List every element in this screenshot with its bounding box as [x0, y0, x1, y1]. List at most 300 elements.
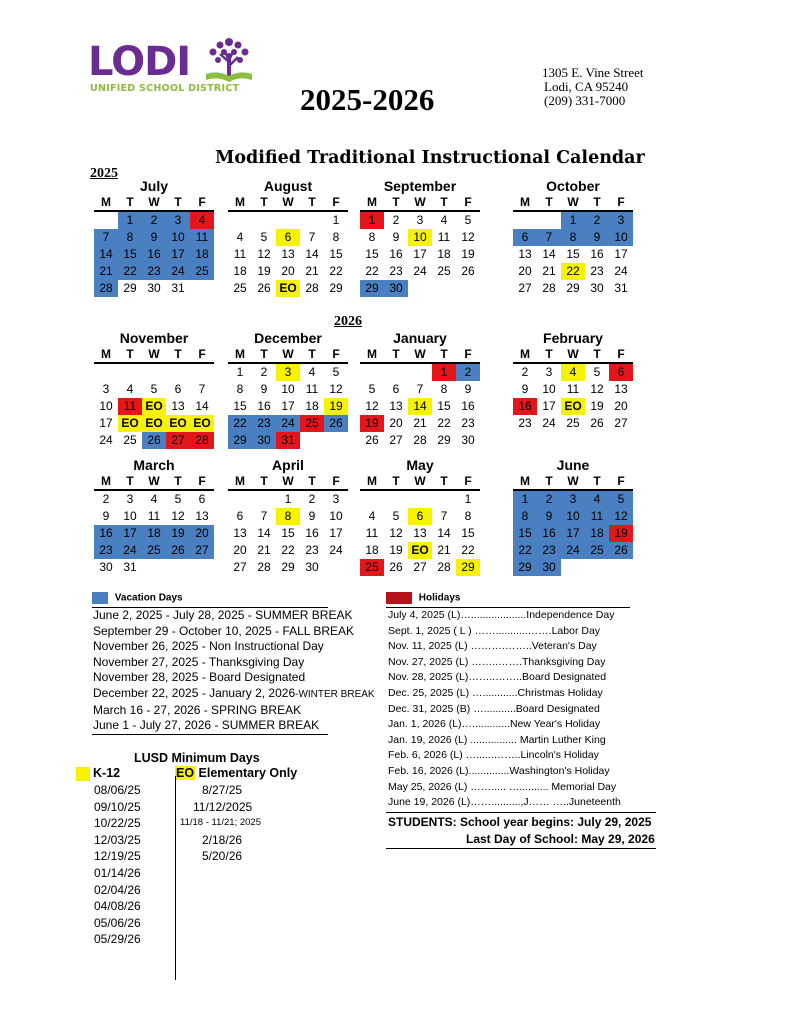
empty-cell — [324, 432, 348, 449]
day-cell: 7 — [308, 230, 316, 244]
weekday-header: F — [456, 195, 480, 212]
day-cell: 11 — [118, 398, 142, 415]
day-cell: 14 — [408, 398, 432, 415]
day-cell: 25 — [566, 416, 580, 430]
month-name: May — [406, 457, 434, 473]
empty-cell — [142, 559, 166, 576]
day-cell: 9 — [102, 509, 110, 523]
weekday-header: T — [384, 195, 408, 212]
day-cell: 26 — [609, 542, 633, 559]
day-cell: 28 — [437, 560, 451, 574]
day-cell: 11 — [305, 382, 319, 396]
day-cell: 29 — [228, 432, 252, 449]
day-cell: 18 — [437, 247, 451, 261]
day-cell: 2 — [260, 365, 268, 379]
day-cell: 21 — [94, 263, 118, 280]
day-cell: 18 — [190, 246, 214, 263]
weekday-header: T — [432, 474, 456, 491]
day-cell: 14 — [437, 526, 451, 540]
day-cell: 30 — [590, 281, 604, 295]
day-cell: 20 — [233, 543, 247, 557]
month-day-grid — [94, 347, 214, 449]
day-cell: 29 — [513, 559, 537, 576]
day-cell: 3 — [276, 364, 300, 381]
k12-label: K-12 — [93, 766, 121, 780]
day-cell: 30 — [252, 432, 276, 449]
day-cell: 11 — [585, 508, 609, 525]
month-august — [220, 178, 356, 297]
elementary-only-day: EO — [142, 415, 166, 432]
empty-cell — [360, 364, 384, 381]
calendar-title: Modified Traditional Instructional Calendar — [215, 148, 645, 168]
day-cell: 17 — [166, 246, 190, 263]
day-cell: 8 — [118, 229, 142, 246]
day-cell: 23 — [94, 542, 118, 559]
day-cell: 23 — [305, 543, 319, 557]
day-cell: 20 — [281, 264, 295, 278]
day-cell: 26 — [257, 281, 271, 295]
weekday-header: F — [456, 474, 480, 491]
day-cell: 25 — [437, 264, 451, 278]
day-cell: 2 — [521, 365, 529, 379]
weekday-header: W — [561, 195, 585, 212]
weekday-header: T — [432, 347, 456, 364]
weekday-header: M — [360, 474, 384, 491]
elementary-only-day: EO — [276, 280, 300, 297]
vacation-item-text: December 22, 2025 - January 2, 2026 — [93, 685, 296, 700]
empty-cell — [513, 212, 537, 229]
holiday-swatch — [386, 592, 412, 604]
month-day-grid — [360, 474, 480, 576]
weekday-header: T — [166, 474, 190, 491]
month-day-grid — [94, 474, 214, 576]
weekday-header: F — [609, 347, 633, 364]
day-cell: 15 — [329, 247, 343, 261]
day-cell: 20 — [518, 264, 532, 278]
holiday-legend-heading — [386, 592, 460, 604]
elementary-only-day: EO — [142, 398, 166, 415]
day-cell: 26 — [461, 264, 475, 278]
day-cell: 16 — [537, 525, 561, 542]
day-cell: 26 — [324, 415, 348, 432]
day-cell: 12 — [257, 247, 271, 261]
holiday-item: Dec. 31, 2025 (B) …...........Board Designated — [388, 702, 600, 715]
weekday-header: W — [561, 347, 585, 364]
logo-wordmark: LODI — [88, 39, 191, 85]
day-cell: 3 — [561, 491, 585, 508]
divider — [386, 812, 656, 813]
weekday-header: T — [384, 474, 408, 491]
day-cell: 11 — [365, 526, 379, 540]
day-cell: 19 — [166, 525, 190, 542]
empty-cell — [228, 212, 252, 229]
day-cell: 2 — [456, 364, 480, 381]
day-cell: 4 — [561, 364, 585, 381]
holiday-item: July 4, 2025 (L)…...................Independence Day — [388, 609, 615, 621]
empty-cell — [585, 432, 609, 449]
day-cell: 29 — [329, 281, 343, 295]
day-cell: 15 — [461, 526, 475, 540]
day-cell: 10 — [561, 508, 585, 525]
empty-cell — [276, 212, 300, 229]
day-cell: 2 — [308, 492, 316, 506]
day-cell: 10 — [99, 399, 113, 413]
day-cell: 30 — [384, 280, 408, 297]
weekday-header: M — [228, 195, 252, 212]
day-cell: 29 — [437, 433, 451, 447]
empty-cell — [324, 559, 348, 576]
day-cell: 11 — [437, 230, 451, 244]
weekday-header: M — [94, 347, 118, 364]
day-cell: 28 — [542, 281, 556, 295]
day-cell: 6 — [408, 508, 432, 525]
day-cell: 3 — [166, 212, 190, 229]
day-cell: 13 — [389, 399, 403, 413]
tree-book-icon — [198, 36, 260, 86]
day-cell: 8 — [332, 230, 340, 244]
eo-header — [175, 766, 297, 780]
day-cell: 19 — [609, 525, 633, 542]
day-cell: 17 — [329, 526, 343, 540]
day-cell: 10 — [166, 229, 190, 246]
elementary-only-day: EO — [408, 542, 432, 559]
day-cell: 8 — [513, 508, 537, 525]
day-cell: 24 — [99, 433, 113, 447]
day-cell: 9 — [392, 230, 400, 244]
day-cell: 17 — [413, 247, 427, 261]
month-name: July — [139, 178, 168, 194]
day-cell: 10 — [329, 509, 343, 523]
divider — [92, 734, 328, 735]
holiday-item: Feb. 6, 2026 (L) …......……..Lincoln's Holiday — [388, 749, 599, 762]
day-cell: 14 — [94, 246, 118, 263]
elementary-only-day: EO — [190, 415, 214, 432]
day-cell: 9 — [308, 509, 316, 523]
elementary-only-day: EO — [118, 415, 142, 432]
weekday-header: M — [513, 347, 537, 364]
day-cell: 14 — [542, 247, 556, 261]
weekday-header: W — [276, 347, 300, 364]
empty-cell — [94, 364, 118, 381]
weekday-header: W — [408, 347, 432, 364]
day-cell: 15 — [365, 247, 379, 261]
month-day-grid — [94, 195, 214, 297]
empty-cell — [609, 432, 633, 449]
day-cell: 16 — [590, 247, 604, 261]
day-cell: 1 — [432, 364, 456, 381]
day-cell: 21 — [437, 543, 451, 557]
day-cell: 5 — [174, 492, 182, 506]
weekday-header: T — [252, 347, 276, 364]
elementary-only-day: EO — [166, 415, 190, 432]
day-cell: 6 — [392, 382, 400, 396]
weekday-header: T — [118, 347, 142, 364]
day-cell: 9 — [585, 229, 609, 246]
day-cell: 6 — [513, 229, 537, 246]
day-cell: 12 — [461, 230, 475, 244]
day-cell: 2 — [142, 212, 166, 229]
eo-date: 8/27/25 — [202, 783, 243, 797]
day-cell: 28 — [413, 433, 427, 447]
empty-cell — [360, 491, 384, 508]
empty-cell — [384, 364, 408, 381]
day-cell: 1 — [360, 212, 384, 229]
day-cell: 24 — [413, 264, 427, 278]
day-cell: 26 — [365, 433, 379, 447]
day-cell: 13 — [518, 247, 532, 261]
month-december — [220, 330, 356, 449]
eo-date: 2/18/26 — [202, 832, 243, 847]
empty-cell — [585, 559, 609, 576]
month-june — [505, 457, 641, 576]
weekday-header: M — [228, 474, 252, 491]
day-cell: 12 — [365, 399, 379, 413]
eo-date: 11/18 - 11/21; 2025 — [180, 817, 261, 829]
day-cell: 5 — [150, 382, 158, 396]
minimum-day-swatch — [76, 767, 90, 781]
day-cell: 15 — [233, 399, 247, 413]
day-cell: 13 — [233, 526, 247, 540]
day-cell: 29 — [123, 281, 137, 295]
day-cell: 18 — [233, 264, 247, 278]
day-cell: 24 — [329, 543, 343, 557]
empty-cell — [561, 432, 585, 449]
empty-cell — [300, 212, 324, 229]
weekday-header: F — [609, 195, 633, 212]
day-cell: 10 — [281, 382, 295, 396]
day-cell: 19 — [461, 247, 475, 261]
month-day-grid — [513, 195, 633, 297]
day-cell: 22 — [437, 416, 451, 430]
day-cell: 8 — [464, 509, 472, 523]
k12-date: 04/08/26 — [94, 899, 141, 914]
vacation-item: March 16 - 27, 2026 - SPRING BREAK — [93, 702, 302, 717]
day-cell: 11 — [233, 247, 247, 261]
vacation-item: November 27, 2025 - Thanksgiving Day — [93, 654, 305, 669]
day-cell: 25 — [142, 542, 166, 559]
day-cell: 21 — [257, 543, 271, 557]
day-cell: 23 — [252, 415, 276, 432]
empty-cell — [118, 364, 142, 381]
day-cell: 19 — [590, 399, 604, 413]
empty-cell — [166, 559, 190, 576]
day-cell: 23 — [389, 264, 403, 278]
day-cell: 26 — [166, 542, 190, 559]
empty-cell — [408, 280, 432, 297]
day-cell: 18 — [305, 399, 319, 413]
day-cell: 6 — [174, 382, 182, 396]
day-cell: 30 — [461, 433, 475, 447]
day-cell: 11 — [147, 509, 161, 523]
weekday-header: M — [94, 474, 118, 491]
month-name: January — [393, 330, 447, 346]
day-cell: 29 — [456, 559, 480, 576]
weekday-header: T — [252, 474, 276, 491]
month-name: December — [254, 330, 322, 346]
day-cell: 12 — [609, 508, 633, 525]
day-cell: 7 — [440, 509, 448, 523]
weekday-header: W — [408, 474, 432, 491]
day-cell: 1 — [118, 212, 142, 229]
weekday-header: W — [561, 474, 585, 491]
day-cell: 30 — [305, 560, 319, 574]
weekday-header: M — [360, 195, 384, 212]
month-may — [352, 457, 488, 576]
day-cell: 12 — [171, 509, 185, 523]
day-cell: 7 — [260, 509, 268, 523]
month-day-grid — [228, 474, 348, 576]
day-cell: 6 — [236, 509, 244, 523]
day-cell: 7 — [416, 382, 424, 396]
weekday-header: F — [456, 347, 480, 364]
day-cell: 8 — [440, 382, 448, 396]
holiday-item: Nov. 27, 2025 (L) ……..…….Thanksgiving Day — [388, 655, 606, 668]
month-day-grid — [513, 347, 633, 449]
day-cell: 28 — [94, 280, 118, 297]
day-cell: 25 — [123, 433, 137, 447]
day-cell: 2 — [102, 492, 110, 506]
day-cell: 23 — [461, 416, 475, 430]
day-cell: 24 — [561, 542, 585, 559]
day-cell: 4 — [150, 492, 158, 506]
weekday-header: T — [537, 347, 561, 364]
day-cell: 25 — [190, 263, 214, 280]
weekday-header: T — [384, 347, 408, 364]
day-cell: 7 — [198, 382, 206, 396]
vacation-item: June 1 - July 27, 2026 - SUMMER BREAK — [93, 718, 320, 733]
day-cell: 5 — [260, 230, 268, 244]
day-cell: 29 — [566, 281, 580, 295]
day-cell: 4 — [440, 213, 448, 227]
day-cell: 17 — [99, 416, 113, 430]
weekday-header: F — [324, 474, 348, 491]
k12-dates — [94, 782, 141, 948]
day-cell: 18 — [142, 525, 166, 542]
day-cell: 1 — [561, 212, 585, 229]
holiday-list — [388, 608, 621, 811]
empty-cell — [513, 432, 537, 449]
day-cell: 16 — [305, 526, 319, 540]
month-july — [86, 178, 222, 297]
day-cell: 19 — [389, 543, 403, 557]
day-cell: 4 — [368, 509, 376, 523]
weekday-header: T — [537, 474, 561, 491]
day-cell: 4 — [585, 491, 609, 508]
k12-date: 02/04/26 — [94, 882, 141, 897]
weekday-header: T — [537, 195, 561, 212]
weekday-header: M — [513, 474, 537, 491]
weekday-header: T — [118, 474, 142, 491]
k12-date: 05/29/26 — [94, 932, 141, 947]
weekday-header: T — [585, 474, 609, 491]
day-cell: 24 — [614, 264, 628, 278]
weekday-header: M — [513, 195, 537, 212]
logo-subtitle: UNIFIED SCHOOL DISTRICT — [90, 83, 240, 94]
day-cell: 7 — [94, 229, 118, 246]
day-cell: 21 — [542, 264, 556, 278]
day-cell: 23 — [590, 264, 604, 278]
day-cell: 27 — [614, 416, 628, 430]
day-cell: 6 — [276, 229, 300, 246]
day-cell: 13 — [281, 247, 295, 261]
day-cell: 16 — [461, 399, 475, 413]
day-cell: 27 — [190, 542, 214, 559]
day-cell: 17 — [542, 399, 556, 413]
day-cell: 5 — [368, 382, 376, 396]
vacation-heading-label: Vacation Days — [114, 592, 183, 604]
day-cell: 5 — [609, 491, 633, 508]
day-cell: 17 — [561, 525, 585, 542]
weekday-header: F — [190, 195, 214, 212]
empty-cell — [384, 491, 408, 508]
day-cell: 22 — [228, 415, 252, 432]
holiday-item: Feb. 16, 2026 (L)..............Washington's Holiday — [388, 764, 610, 777]
k12-date: 05/06/26 — [94, 915, 141, 930]
empty-cell — [408, 491, 432, 508]
weekday-header: W — [408, 195, 432, 212]
day-cell: 18 — [365, 543, 379, 557]
empty-cell — [537, 432, 561, 449]
day-cell: 15 — [437, 399, 451, 413]
day-cell: 3 — [126, 492, 134, 506]
empty-cell — [166, 364, 190, 381]
month-day-grid — [228, 347, 348, 449]
weekday-header: T — [300, 195, 324, 212]
day-cell: 5 — [593, 365, 601, 379]
month-day-grid — [513, 474, 633, 576]
month-february — [505, 330, 641, 449]
day-cell: 8 — [368, 230, 376, 244]
day-cell: 22 — [513, 542, 537, 559]
day-cell: 1 — [284, 492, 292, 506]
day-cell: 10 — [123, 509, 137, 523]
day-cell: 1 — [464, 492, 472, 506]
empty-cell — [408, 364, 432, 381]
day-cell: 4 — [308, 365, 316, 379]
day-cell: 15 — [566, 247, 580, 261]
day-cell: 27 — [166, 432, 190, 449]
holiday-item: Sept. 1, 2025 ( L ) ……...........…….Labor Day — [388, 624, 601, 637]
month-day-grid — [360, 195, 480, 297]
day-cell: 25 — [585, 542, 609, 559]
day-cell: 25 — [300, 415, 324, 432]
weekday-header: W — [142, 347, 166, 364]
day-cell: 29 — [281, 560, 295, 574]
last-day-of-school: Last Day of School: May 29, 2026 — [466, 832, 655, 846]
day-cell: 16 — [513, 398, 537, 415]
day-cell: 17 — [614, 247, 628, 261]
weekday-header: W — [276, 474, 300, 491]
day-cell: 10 — [542, 382, 556, 396]
day-cell: 9 — [521, 382, 529, 396]
weekday-header: W — [142, 195, 166, 212]
day-cell: 3 — [102, 382, 110, 396]
day-cell: 25 — [233, 281, 247, 295]
day-cell: 28 — [305, 281, 319, 295]
day-cell: 16 — [142, 246, 166, 263]
day-cell: 26 — [590, 416, 604, 430]
day-cell: 13 — [171, 399, 185, 413]
day-cell: 8 — [561, 229, 585, 246]
day-cell: 13 — [413, 526, 427, 540]
weekday-header: T — [300, 474, 324, 491]
weekday-header: M — [228, 347, 252, 364]
holiday-item: May 25, 2026 (L) ……..... ….......... Memorial Day — [388, 780, 617, 793]
day-cell: 17 — [281, 399, 295, 413]
empty-cell — [432, 280, 456, 297]
district-address — [542, 66, 644, 108]
year-label-2026: 2026 — [334, 314, 362, 329]
